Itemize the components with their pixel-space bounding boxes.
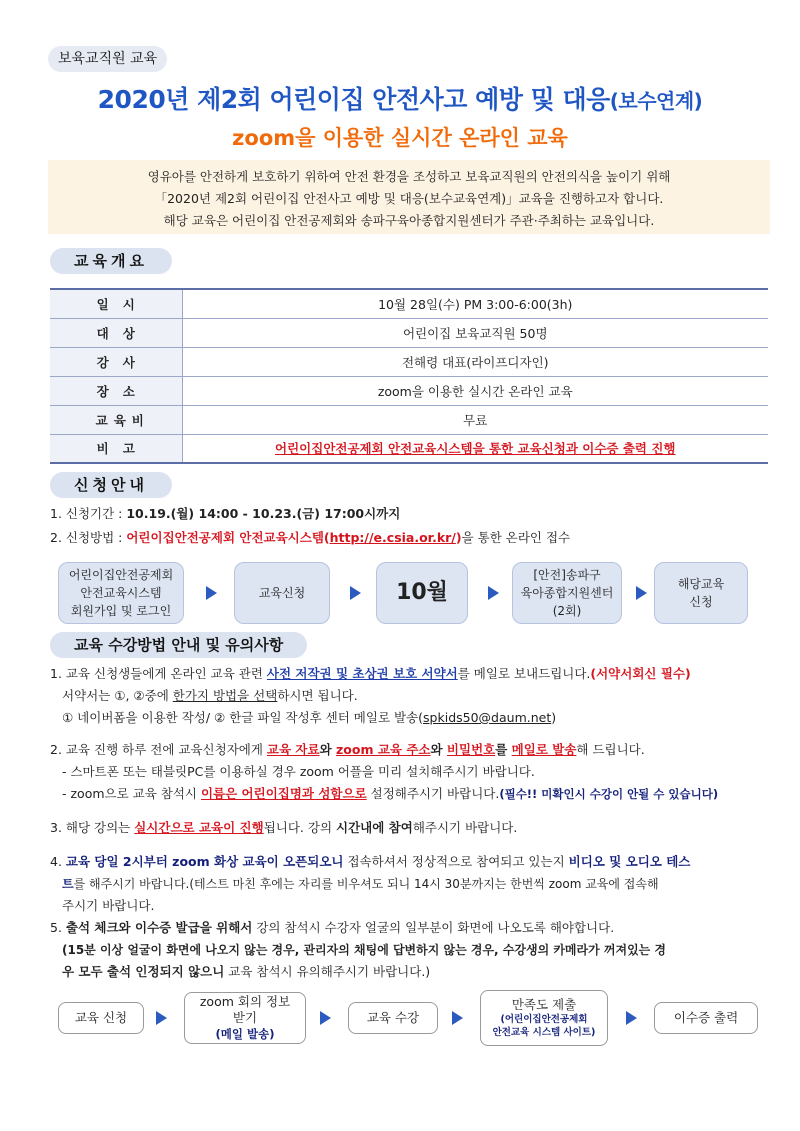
flow2-step-certificate [654,1002,758,1034]
note-text: - zoom으로 교육 참석시 [62,786,201,801]
flow-arrow-icon [636,586,647,600]
row-label: 강사 [50,347,182,376]
note-text: 를 메일로 보내드립니다. [457,666,591,681]
note-1 [50,664,691,684]
note-2-sub2 [62,784,718,804]
flow-step-text: 이수증 출력 [673,1010,739,1025]
table-row [50,289,768,318]
apply-method-close: ) [455,530,462,545]
flow-arrow-icon [626,1011,637,1025]
row-label: 일시 [50,289,182,318]
flow-step-text: (어린이집안전공제회 [500,1014,588,1025]
section-method-heading: 교육 수강방법 안내 및 유의사항 [50,632,307,658]
flow-step-signup [58,562,184,624]
intro-line: 해당 교육은 어린이집 안전공제회와 송파구육아종합지원센터가 주관·주최하는 교육입니다. [163,213,655,228]
note-highlight: 한가지 방법을 선택 [172,688,278,703]
note-highlight: 출석 체크와 이수증 발급을 위해서 [65,920,253,935]
flow-step-course [654,562,748,624]
note-1-options [62,708,556,728]
flow-arrow-icon [206,586,217,600]
flow2-step-zoom-info [184,992,306,1044]
row-value: 어린이집 보육교직원 50명 [182,318,768,347]
note-highlight: 교육 당일 2시부터 zoom 화상 교육이 오픈되오니 [65,854,344,869]
row-label: 장소 [50,376,182,405]
note-5-cont2 [62,962,430,982]
row-label: 비고 [50,434,182,463]
note-highlight: 트 [62,877,74,891]
note-highlight: 교육 자료 [266,742,320,757]
note-text: 됩니다. 강의 [263,820,336,835]
section-overview-heading: 교육개요 [50,248,172,274]
page-title [0,80,800,116]
flow2-step-apply [58,1002,144,1034]
note-text: 서약서는 ①, ②중에 [62,688,173,703]
flow-step-text: (2회) [552,604,582,618]
note-text: 1. 교육 신청생들에게 온라인 교육 관련 [50,666,267,681]
note-highlight: zoom 교육 주소 [336,742,431,757]
apply-period-label: 1. 신청기간 : [50,506,127,521]
row-label: 교육비 [50,405,182,434]
note-text: 접속하셔서 정상적으로 참여되고 있는지 [343,854,569,869]
note-2 [50,740,645,760]
note-text: 설정해주시기 바랍니다. [366,786,500,801]
flow-step-text: 10월 [396,580,448,605]
note-text: 해 드립니다. [576,742,645,757]
flow-arrow-icon [156,1011,167,1025]
note-text: 를 해주시기 바랍니다.(테스트 마친 후에는 자리를 비우셔도 되니 14시 30분까지는 한번씩 zoom 교육에 접속해 [73,877,659,891]
apply-system-link[interactable]: http://e.csia.or.kr/ [329,530,456,545]
page-title-main: 2020년 제2회 어린이집 안전사고 예방 및 대응 [97,85,610,114]
note-highlight: 이름은 어린이집명과 성함으로 [200,786,367,801]
row-label: 대상 [50,318,182,347]
note-text: 5. [50,920,66,935]
flow-step-text: zoom 회의 정보 [199,994,291,1009]
flow-step-center [512,562,622,624]
note-text: 2. 교육 진행 하루 전에 교육신청자에게 [50,742,267,757]
flow-step-text: 교육 신청 [74,1010,128,1025]
intro-line: 「2020년 제2회 어린이집 안전사고 예방 및 대응(보수교육연계)」교육을 진행하고자 합니다. [154,191,664,206]
note-3 [50,818,517,838]
apply-method-label: 2. 신청방법 : [50,530,127,545]
flow2-step-survey [480,990,608,1046]
note-text: 4. [50,854,66,869]
note-text: 와 [319,742,336,757]
flow-step-text: 교육 수강 [366,1010,420,1025]
note-5-cont: (15분 이상 얼굴이 화면에 나오지 않는 경우, 관리자의 채팅에 답변하지 않는 경우, 수강생의 카메라가 꺼져있는 경 [62,943,667,957]
intro-line: 영유아를 안전하게 보호하기 위하여 안전 환경을 조성하고 보육교직원의 안전의식을 높이기 위해 [147,169,671,184]
section-apply-heading: 신청안내 [50,472,172,498]
table-row [50,347,768,376]
apply-flow [50,560,770,624]
apply-period-value: 10.19.(월) 14:00 - 10.23.(금) 17:00시까지 [126,506,401,521]
note-text: 교육 참석시 유의해주시기 바랍니다.) [224,964,431,979]
note-2-sub1: - 스마트폰 또는 태블릿PC를 이용하실 경우 zoom 어플을 미리 설치해주시기 바랍니다. [62,764,535,779]
table-row [50,434,768,463]
email-link[interactable]: spkids50@daum.net [423,710,552,725]
note-text: ) [551,710,557,725]
flow-arrow-icon [488,586,499,600]
apply-period [50,504,400,524]
apply-method [50,528,570,548]
flow-step-month [376,562,468,624]
table-row [50,405,768,434]
page-title-suffix: (보수연계) [609,89,703,113]
note-text: 를 [495,742,512,757]
note-highlight: (서약서회신 필수) [590,666,691,681]
note-text: 강의 참석시 수강자 얼굴의 일부분이 화면에 나오도록 해야합니다. [252,920,615,935]
note-highlight: 사전 저작권 및 초상권 보호 서약서 [266,666,458,681]
note-highlight: 비밀번호 [446,742,496,757]
flow-arrow-icon [350,586,361,600]
table-row [50,318,768,347]
apply-method-tail: 을 통한 온라인 접수 [461,530,571,545]
flow-step-text: 회원가입 및 로그인 [70,604,172,618]
flow-step-text: 안전교육 시스템 사이트) [492,1027,596,1038]
flow-step-text: 받기 [232,1010,258,1025]
note-text: 3. 해당 강의는 [50,820,135,835]
row-value: 10월 28일(수) PM 3:00-6:00(3h) [182,289,768,318]
note-highlight: (필수!! 미확인시 수강이 안될 수 있습니다) [499,787,719,801]
category-tag: 보육교직원 교육 [48,46,167,72]
flow2-step-attend [348,1002,438,1034]
note-text: ① 네이버폼을 이용한 작성/ ② 한글 파일 작성후 센터 메일로 발송( [62,710,424,725]
row-value: 무료 [182,405,768,434]
flow-step-text: (메일 발송) [215,1027,275,1041]
intro-box [48,160,770,234]
flow-arrow-icon [320,1011,331,1025]
table-row [50,376,768,405]
flow-step-text: 신청 [689,595,713,609]
page-subtitle: zoom을 이용한 실시간 온라인 교육 [232,126,568,150]
flow-step-text: [안전]송파구 [533,568,601,582]
note-highlight: 실시간으로 교육이 진행 [134,820,264,835]
flow-step-text: 어린이집안전공제회 [68,568,174,582]
note-highlight: 시간내에 참여 [336,820,413,835]
flow-step-text: 안전교육시스템 [80,586,162,600]
note-text: 와 [430,742,447,757]
note-text: 하시면 됩니다. [277,688,358,703]
note-4-cont2: 주시기 바랍니다. [62,898,155,913]
flow-step-apply [234,562,330,624]
note-text: 해주시기 바랍니다. [412,820,518,835]
flow-step-text: 교육신청 [258,586,306,600]
row-value-remark: 어린이집안전공제회 안전교육시스템을 통한 교육신청과 이수증 출력 진행 [182,434,768,463]
note-highlight: 비디오 및 오디오 테스 [568,854,691,869]
note-4-cont [62,874,659,894]
row-value: zoom을 이용한 실시간 온라인 교육 [182,376,768,405]
course-flow [50,990,770,1046]
apply-method-value: 어린이집안전공제회 안전교육시스템( [126,530,330,545]
note-highlight: 우 모두 출석 인정되지 않으니 [62,964,225,979]
flow-step-text: 해당교육 [677,577,725,591]
flow-step-text: 육아종합지원센터 [520,586,614,600]
note-highlight: 메일로 발송 [511,742,577,757]
note-4 [50,852,690,872]
row-value: 전해령 대표(라이프디자인) [182,347,768,376]
note-5 [50,918,614,938]
note-1-sub [62,686,358,706]
flow-arrow-icon [452,1011,463,1025]
overview-table [50,288,768,464]
flow-step-text: 만족도 제출 [511,997,577,1012]
